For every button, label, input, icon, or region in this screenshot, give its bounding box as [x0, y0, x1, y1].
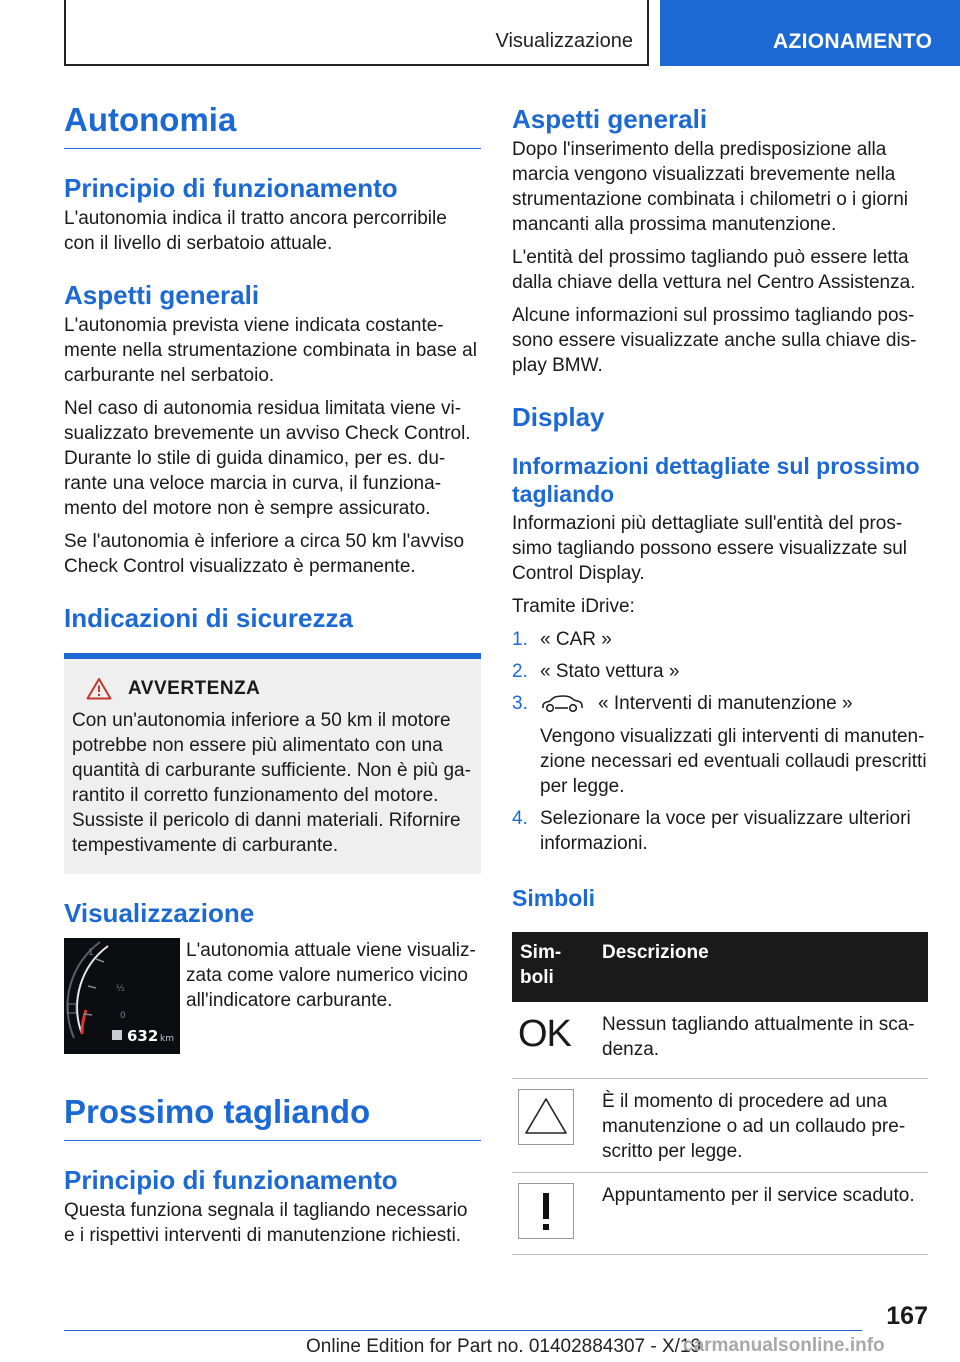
table-row: È il momento di procedere ad una manutenzione o ad un collaudo pre-scritto per legge.: [512, 1078, 928, 1172]
car-service-icon: [540, 694, 584, 714]
heading-info-dettagliate: Informazioni dettagliate sul prossimo tagliando: [512, 453, 920, 507]
step-item: 2. « Stato vettura »: [512, 661, 680, 682]
table-header-description: Descrizione: [594, 932, 928, 1002]
idrive-steps: [512, 627, 928, 856]
symbols-table: [512, 932, 928, 1255]
step-item: 4. Selezionare la voce per visualizzare ulteriori informazioni.: [512, 808, 911, 854]
heading-aspetti-generali-2: Aspetti generali: [512, 104, 708, 134]
text-r-1: Dopo l'inserimento della predisposizione alla marcia vengono visualizzati brevemente nella strumentazione combinata i chilometri o i giorni mancanti alla prossima manutenzione.: [512, 139, 909, 235]
left-column: [64, 100, 481, 1248]
heading-prossimo-tagliando: Prossimo tagliando: [64, 1092, 481, 1141]
heading-simboli: Simboli: [512, 885, 596, 911]
heading-sicurezza: Indicazioni di sicurezza: [64, 603, 353, 633]
heading-display: Display: [512, 402, 605, 432]
step-item: 1. « CAR »: [512, 629, 612, 650]
footer-rule: [64, 1330, 862, 1331]
overdue-exclamation-icon: [518, 1183, 574, 1239]
text-visualizzazione: L'autonomia attuale viene visualiz-zata come valore numerico vicino all'indicatore carburante.: [186, 940, 476, 1011]
text-aspetti-3: Se l'autonomia è inferiore a circa 50 km l'avviso Check Control visualizzato è permanente.: [64, 531, 465, 577]
heading-visualizzazione: Visualizzazione: [64, 898, 255, 928]
heading-aspetti-generali: Aspetti generali: [64, 280, 260, 310]
right-column: [512, 100, 928, 1255]
text-r-3: Alcune informazioni sul prossimo tagliando pos-sono essere visualizzate anche sulla chiave dis-play BMW.: [512, 305, 917, 376]
gauge-tick-half: ½: [116, 984, 125, 994]
header-section-tab: [64, 0, 649, 66]
text-aspetti-2: Nel caso di autonomia residua limitata viene vi-sualizzato brevemente un avviso Check Control. Durante lo stile di guida dinamico, per es. du-rante una veloce marcia in curva, il funziona-mento del motore non è sempre assicurato.: [64, 398, 471, 519]
text-principio-2: Questa funziona segnala il tagliando necessario e i rispettivi interventi di manutenzione richiesti.: [64, 1200, 468, 1246]
text-aspetti-1: L'autonomia prevista viene indicata costante-mente nella strumentazione combinata in base al carburante nel serbatoio.: [64, 315, 477, 386]
footer-edition: Online Edition for Part no. 01402884307 - X/19: [306, 1336, 702, 1357]
heading-principio: Principio di funzionamento: [64, 173, 398, 203]
fuel-small-icon: [112, 1030, 122, 1040]
heading-autonomia: Autonomia: [64, 100, 481, 149]
fuel-gauge-image: [64, 938, 180, 1054]
table-header-symbols: Sim-boli: [512, 932, 594, 1002]
page-number: 167: [886, 1302, 928, 1330]
gauge-tick-0: 0: [120, 1011, 126, 1021]
text-info: Informazioni più dettagliate sull'entità del pros-simo tagliando possono essere visualizzate sul Control Display.: [512, 513, 907, 584]
gauge-tick-1: 1: [88, 948, 94, 958]
maintenance-triangle-icon: [518, 1089, 574, 1145]
fuel-pump-icon: [68, 1004, 76, 1013]
heading-principio-2: Principio di funzionamento: [64, 1165, 398, 1195]
warning-triangle-icon: [86, 677, 112, 700]
warning-box: [64, 653, 481, 874]
text-principio: L'autonomia indica il tratto ancora percorribile con il livello di serbatoio attuale.: [64, 208, 447, 254]
gauge-range-value: 632: [127, 1027, 159, 1045]
warning-title: AVVERTENZA: [128, 677, 261, 699]
header-chapter-label: AZIONAMENTO: [773, 30, 933, 53]
header-chapter-tab: [660, 0, 960, 66]
text-r-2: L'entità del prossimo tagliando può essere letta dalla chiave della vettura nel Centro Assistenza.: [512, 247, 916, 293]
text-idrive: Tramite iDrive:: [512, 596, 635, 617]
gauge-range-unit: km: [160, 1034, 174, 1044]
table-row: OK Nessun tagliando attualmente in sca-denza.: [512, 1002, 928, 1078]
watermark: carmanualsonline.info: [683, 1335, 885, 1356]
header-section-label: Visualizzazione: [495, 30, 633, 52]
step-item: 3. « Interventi di manutenzione » Vengono visualizzati gli interventi di manuten-zione necessari ed eventuali collaudi prescritti per legge.: [512, 693, 927, 797]
ok-symbol: OK: [518, 1013, 571, 1055]
table-row: Appuntamento per il service scaduto.: [512, 1172, 928, 1254]
warning-text: Con un'autonomia inferiore a 50 km il motore potrebbe non essere più alimentato con una quantità di carburante sufficiente. Non è più ga-rantito il corretto funzionamento del motore. Sussiste il pericolo di danni materiali. Rifornire tempestivamente di carburante.: [72, 710, 471, 856]
